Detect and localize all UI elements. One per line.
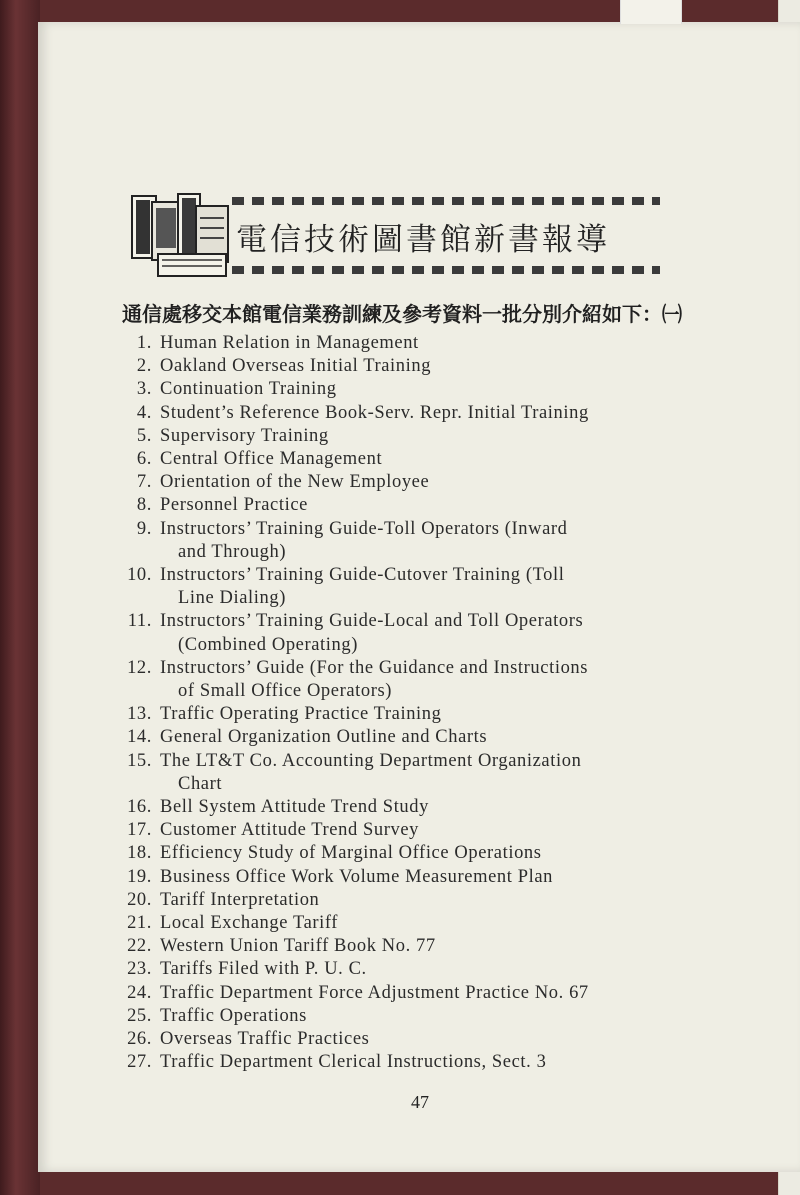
list-item [118,889,718,912]
list-item [118,448,718,471]
item-number: 12. [127,657,152,678]
item-title-continued: (Combined Operating) [178,634,358,655]
page-number: 47 [411,1092,429,1112]
item-title-continued: and Through) [178,541,287,562]
books-illustration-icon [130,188,230,280]
item-title-continued: Line Dialing) [178,588,286,609]
item-number: 3. [136,379,152,400]
item-number: 22. [127,936,152,957]
item-title: Instructors’ Training Guide-Local and Toll Operators [160,611,584,632]
item-title-continued: Chart [178,773,223,794]
book-list [118,332,718,1075]
item-title: Tariff Interpretation [160,889,320,910]
item-title: Student’s Reference Book-Serv. Repr. Initial Training [160,402,589,423]
item-number: 4. [136,402,152,423]
list-item [118,332,718,355]
list-item [118,1051,718,1074]
list-item [118,912,718,935]
item-number: 7. [136,472,152,493]
list-item [118,471,718,494]
item-number: 17. [127,820,152,841]
book-spine [0,0,40,1195]
list-item [118,518,718,564]
item-title: Supervisory Training [160,425,329,446]
item-title: Oakland Overseas Initial Training [160,356,432,377]
item-title: Continuation Training [160,379,337,400]
item-title: Traffic Department Force Adjustment Practice No. 67 [160,982,589,1003]
item-number: 1. [136,333,152,353]
item-title: Traffic Department Clerical Instructions, Sect. 3 [160,1052,547,1073]
list-item [118,1005,718,1028]
item-number: 2. [136,356,152,377]
item-number: 23. [127,959,152,980]
item-title: Instructors’ Guide (For the Guidance and Instructions [160,657,589,678]
list-item [118,402,718,425]
item-title: Business Office Work Volume Measurement Plan [160,866,553,887]
list-item [118,866,718,889]
list-item [118,796,718,819]
list-item [118,935,718,958]
list-item [118,378,718,401]
item-number: 14. [127,727,152,748]
item-number: 18. [127,843,152,864]
item-title: Overseas Traffic Practices [160,1029,370,1050]
item-title: Local Exchange Tariff [160,913,339,934]
item-number: 19. [127,866,152,887]
list-item [118,982,718,1005]
item-title: Efficiency Study of Marginal Office Operations [160,843,542,864]
item-number: 8. [136,495,152,516]
item-title: Instructors’ Training Guide-Toll Operators (Inward [160,518,568,539]
list-item [118,726,718,749]
item-number: 20. [127,889,152,910]
list-item [118,564,718,610]
item-title-continued: of Small Office Operators) [178,681,393,702]
item-title: Customer Attitude Trend Survey [160,820,420,841]
list-item [118,657,718,703]
intro-subtitle: 通信處移交本館電信業務訓練及參考資料一批分別介紹如下：㈠ [122,302,682,326]
list-item [118,610,718,656]
banner-dash-top [232,197,660,205]
list-item [118,703,718,726]
list-item [118,425,718,448]
item-title: Human Relation in Management [160,333,419,353]
item-title: Tariffs Filed with P. U. C. [160,959,367,980]
item-number: 15. [127,750,152,771]
item-number: 6. [136,449,152,470]
list-item [118,355,718,378]
item-title: General Organization Outline and Charts [160,727,488,748]
item-title: Central Office Management [160,449,383,470]
item-title: Traffic Operating Practice Training [160,704,442,725]
item-number: 5. [136,425,152,446]
item-number: 9. [136,518,152,539]
list-item [118,750,718,796]
item-number: 27. [127,1052,152,1073]
banner-title: 電信技術圖書館新書報導 [236,222,610,258]
item-number: 21. [127,913,152,934]
item-number: 25. [127,1005,152,1026]
item-title: Orientation of the New Employee [160,472,430,493]
list-item [118,842,718,865]
item-number: 11. [127,611,152,632]
item-title: Western Union Tariff Book No. 77 [160,936,436,957]
item-number: 16. [127,797,152,818]
list-item [118,819,718,842]
item-title: Personnel Practice [160,495,308,516]
list-item [118,958,718,981]
item-number: 24. [127,982,152,1003]
item-number: 26. [127,1029,152,1050]
list-item [118,1028,718,1051]
item-number: 10. [127,565,152,586]
page-tab [620,0,682,24]
item-title: Traffic Operations [160,1005,307,1026]
item-number: 13. [127,704,152,725]
item-title: Instructors’ Training Guide-Cutover Training (Toll [160,565,565,586]
item-title: Bell System Attitude Trend Study [160,797,429,818]
item-title: The LT&T Co. Accounting Department Organization [160,750,582,771]
banner-dash-bottom [232,266,660,274]
list-item [118,494,718,517]
